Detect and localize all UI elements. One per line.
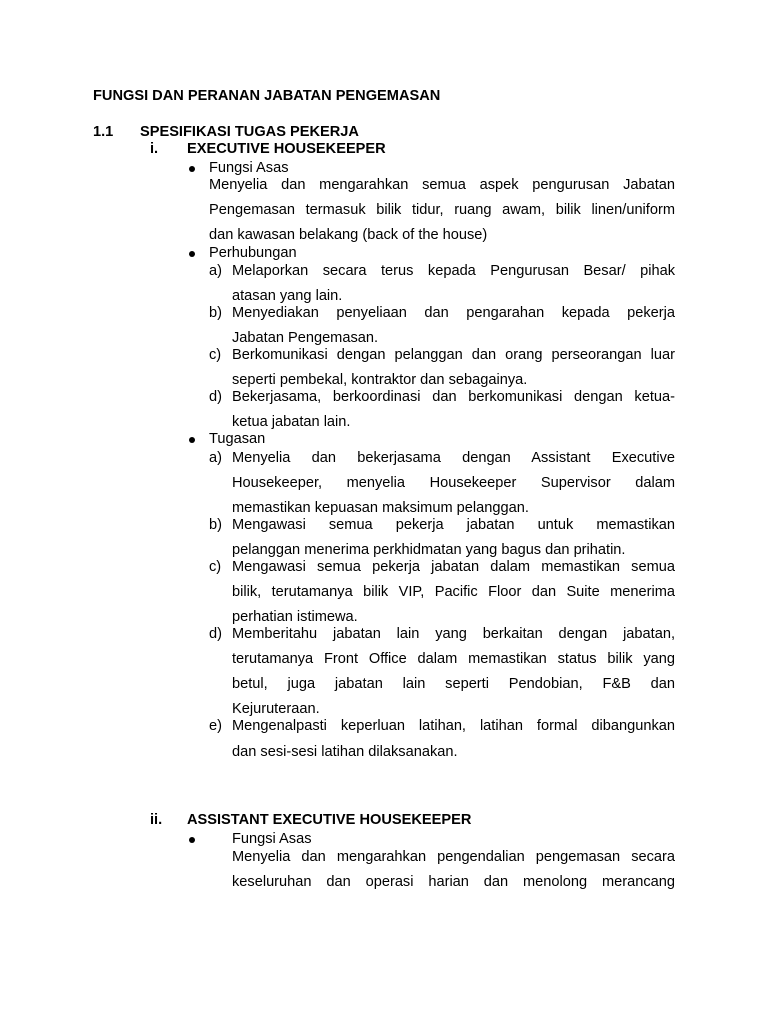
list-marker: b)	[209, 305, 222, 321]
bullet-icon	[189, 251, 195, 257]
list-item-line: seperti pembekal, kontraktor dan sebagainya.	[232, 372, 528, 388]
list-item-line: Memberitahu jabatan lain yang berkaitan dengan jabatan,	[232, 626, 675, 642]
list-marker: e)	[209, 718, 222, 734]
list-marker: a)	[209, 263, 222, 279]
fungsi-asas-line: keseluruhan dan operasi harian dan menolong merancang	[232, 874, 675, 890]
fungsi-asas-line: dan kawasan belakang (back of the house)	[209, 227, 488, 243]
list-item-line: Melaporkan secara terus kepada Pengurusan Besar/ pihak	[232, 263, 675, 279]
list-item-line: Mengawasi semua pekerja jabatan dalam memastikan semua	[232, 559, 675, 575]
bullet-icon	[189, 837, 195, 843]
list-item-line: Housekeeper, menyelia Housekeeper Supervisor dalam	[232, 475, 675, 491]
document-title: FUNGSI DAN PERANAN JABATAN PENGEMASAN	[93, 88, 441, 104]
bullet-icon	[189, 437, 195, 443]
list-item-line: bilik, terutamanya bilik VIP, Pacific Floor dan Suite menerima	[232, 584, 675, 600]
fungsi-asas-line: Pengemasan termasuk bilik tidur, ruang awam, bilik linen/uniform	[209, 202, 675, 218]
list-item-line: Menyelia dan bekerjasama dengan Assistant Executive	[232, 450, 675, 466]
list-item-line: Mengawasi semua pekerja jabatan untuk memastikan	[232, 517, 675, 533]
fungsi-asas-line: Menyelia dan mengarahkan pengendalian pengemasan secara	[232, 849, 675, 865]
list-item-line: ketua jabatan lain.	[232, 414, 351, 430]
list-item-line: Menyediakan penyeliaan dan pengarahan kepada pekerja	[232, 305, 675, 321]
list-item-line: pelanggan menerima perkhidmatan yang bagus dan prihatin.	[232, 542, 626, 558]
list-item-line: Jabatan Pengemasan.	[232, 330, 379, 346]
fungsi-asas-line: Menyelia dan mengarahkan semua aspek pengurusan Jabatan	[209, 177, 675, 193]
fungsi-asas-heading: Fungsi Asas	[209, 160, 289, 176]
section-number: 1.1	[93, 124, 114, 140]
list-item-line: memastikan kepuasan maksimum pelanggan.	[232, 500, 529, 516]
subsection-title: ASSISTANT EXECUTIVE HOUSEKEEPER	[187, 812, 472, 828]
list-item-line: perhatian istimewa.	[232, 609, 358, 625]
list-item-line: terutamanya Front Office dalam memastikan status bilik yang	[232, 651, 675, 667]
list-item-line: dan sesi-sesi latihan dilaksanakan.	[232, 744, 458, 760]
list-item-line: betul, juga jabatan lain seperti Pendobian, F&B dan	[232, 676, 675, 692]
list-item-line: Bekerjasama, berkoordinasi dan berkomunikasi dengan ketua-	[232, 389, 675, 405]
list-marker: d)	[209, 626, 222, 642]
tugasan-heading: Tugasan	[209, 431, 266, 447]
list-item-line: Mengenalpasti keperluan latihan, latihan formal dibangunkan	[232, 718, 675, 734]
subsection-title: EXECUTIVE HOUSEKEEPER	[187, 141, 386, 157]
subsection-numeral: ii.	[150, 812, 163, 828]
subsection-numeral: i.	[150, 141, 159, 157]
list-marker: b)	[209, 517, 222, 533]
list-item-line: atasan yang lain.	[232, 288, 343, 304]
fungsi-asas-heading: Fungsi Asas	[232, 831, 312, 847]
section-title: SPESIFIKASI TUGAS PEKERJA	[140, 124, 359, 140]
list-marker: c)	[209, 347, 222, 363]
list-marker: a)	[209, 450, 222, 466]
list-marker: c)	[209, 559, 222, 575]
list-item-line: Berkomunikasi dengan pelanggan dan orang perseorangan luar	[232, 347, 675, 363]
list-marker: d)	[209, 389, 222, 405]
list-item-line: Kejuruteraan.	[232, 701, 320, 717]
bullet-icon	[189, 166, 195, 172]
perhubungan-heading: Perhubungan	[209, 245, 297, 261]
